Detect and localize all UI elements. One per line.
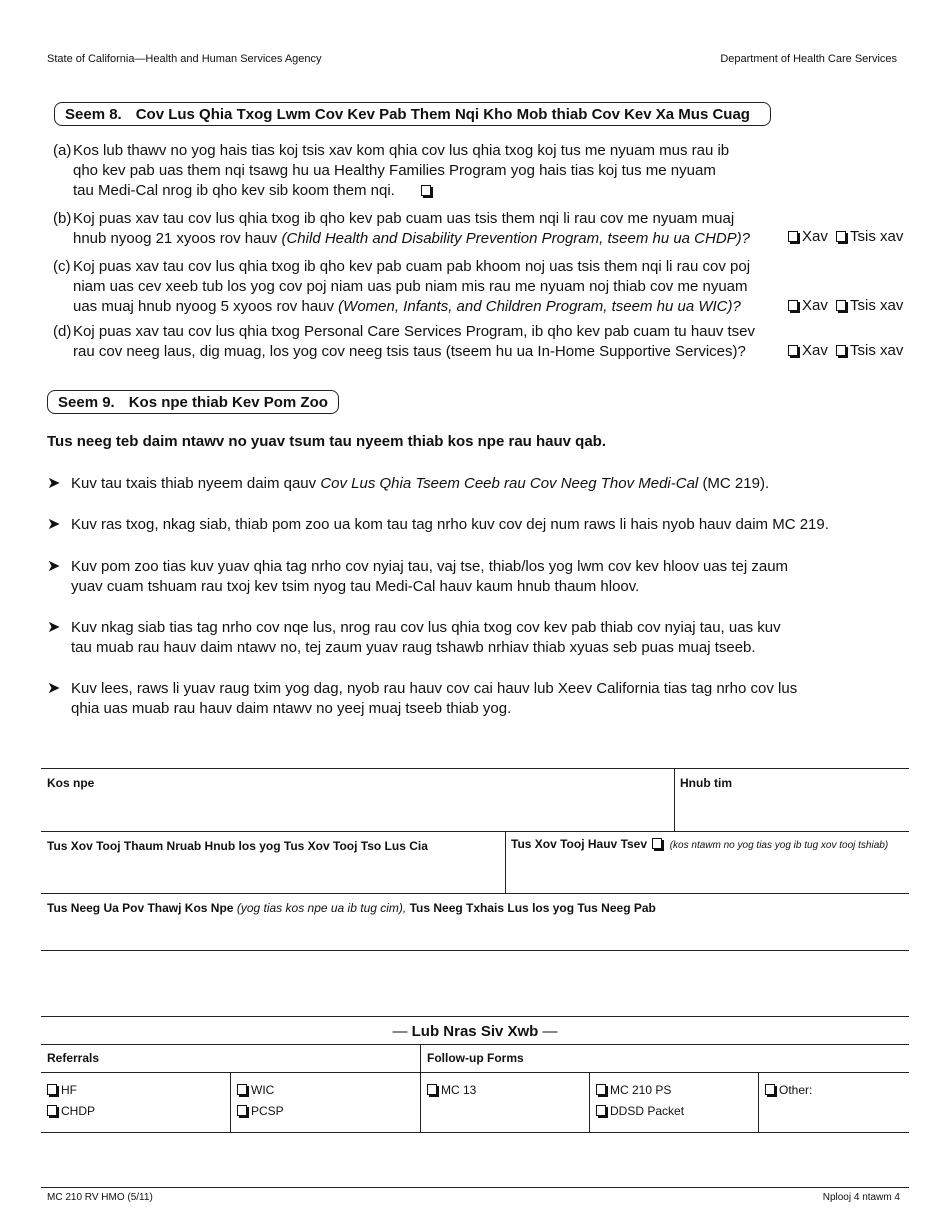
question-program: (Child Health and Disability Prevention Program, tseem hu ua CHDP)? <box>281 230 751 247</box>
date-field[interactable] <box>675 769 909 831</box>
checkbox-item-mc13[interactable] <box>427 1080 476 1101</box>
checkbox[interactable] <box>427 1084 437 1095</box>
checkbox[interactable] <box>237 1084 247 1095</box>
divider <box>230 1072 231 1132</box>
declaration-item <box>47 515 847 535</box>
question-line: uas muaj hnub nyoog 5 xyoos rov hauv <box>73 298 334 315</box>
checkbox-item-other[interactable] <box>765 1080 812 1101</box>
no-label: Tsis xav <box>850 228 904 245</box>
no-label: Tsis xav <box>850 297 904 314</box>
question-d-options <box>788 342 903 359</box>
checkbox[interactable] <box>47 1084 57 1095</box>
question-line: niam uas cev xeeb tub los yog cov poj niam uas pub niam mis rau me nyuam noj thiab cov me nyuam <box>73 278 748 295</box>
signature-instruction: Tus neeg teb daim ntawv no yuav tsum tau nyeem thiab kos npe rau hauv qab. <box>47 433 607 450</box>
referrals-label: Referrals <box>47 1051 100 1065</box>
daytime-phone-field[interactable] <box>41 832 505 893</box>
home-phone-label: Tus Xov Tooj Hauv Tsev <box>511 837 648 851</box>
signature-label: Kos npe <box>47 776 95 790</box>
question-d <box>53 322 783 362</box>
question-label: (d) <box>53 323 72 340</box>
yes-label: Xav <box>802 297 828 314</box>
arrow-bullet-icon: ➤ <box>47 558 61 575</box>
checkbox-item-mc210ps[interactable] <box>596 1080 684 1101</box>
page-number: Nplooj 4 ntawm 4 <box>822 1192 900 1203</box>
arrow-bullet-icon: ➤ <box>47 516 61 533</box>
agency-header: State of California—Health and Human Services Agency <box>47 53 322 65</box>
county-use-title-row: — Lub Nras Siv Xwb — <box>392 1023 558 1040</box>
witness-label: Tus Neeg Ua Pov Thawj Kos Npe <box>47 901 234 915</box>
divider <box>41 1016 909 1017</box>
declaration-text: yuav cuam tshuam rau txoj kev tsim nyog tau Medi-Cal hauv kaum hnub thaum hloov. <box>71 578 640 595</box>
yes-label: Xav <box>802 228 828 245</box>
declaration-item <box>47 557 847 597</box>
checkbox-item-wic[interactable] <box>237 1080 284 1101</box>
declaration-text: Kuv nkag siab tias tag nrho cov nqe lus, nrog rau cov lus qhia txog cov kev pab thiab cov nyiaj tau, uas kuv <box>71 619 781 636</box>
witness-interpreter-field[interactable] <box>41 894 909 950</box>
question-c-options <box>788 297 903 314</box>
declaration-item <box>47 618 847 658</box>
declaration-text: Kuv lees, raws li yuav raug txim yog dag, nyob rau hauv cov cai hauv lub Xeev California tias tag nrho cov lus <box>71 680 798 697</box>
checkbox[interactable] <box>596 1084 606 1095</box>
interpreter-label: Tus Neeg Txhais Lus los yog Tus Neeg Pab <box>409 901 656 915</box>
checkbox-label: Other: <box>779 1083 813 1097</box>
question-line: Koj puas xav tau cov lus qhia txog ib qho kev pab cuam pab khoom noj uas tsis them nqi li rau cov poj <box>73 258 751 275</box>
county-use-title: Lub Nras Siv Xwb <box>411 1023 539 1040</box>
divider <box>41 1044 909 1045</box>
divider <box>420 1044 421 1132</box>
yes-checkbox[interactable] <box>788 231 798 242</box>
declaration-text: qhia uas muab rau hauv daim ntawv no yeej muaj tseeb thiab yog. <box>71 700 512 717</box>
declaration-item <box>47 679 847 719</box>
question-program: (Women, Infants, and Children Program, tseem hu ua WIC)? <box>338 298 741 315</box>
date-label: Hnub tim <box>680 776 732 790</box>
no-checkbox[interactable] <box>836 345 846 356</box>
checkbox-label: DDSD Packet <box>610 1104 685 1118</box>
question-line: tau Medi-Cal nrog ib qho kev sib koom them nqi. <box>73 182 395 199</box>
question-label: (c) <box>53 258 71 275</box>
checkbox[interactable] <box>237 1105 247 1116</box>
question-line: hnub nyoog 21 xyoos rov hauv <box>73 230 278 247</box>
followup-label: Follow-up Forms <box>427 1051 524 1065</box>
checkbox[interactable] <box>47 1105 57 1116</box>
question-b-options <box>788 228 903 245</box>
form-id: MC 210 RV HMO (5/11) <box>47 1192 153 1203</box>
yes-label: Xav <box>802 342 828 359</box>
question-line: Kos lub thawv no yog hais tias koj tsis xav kom qhia cov lus qhia txog koj tus me nyuam mus rau ib <box>73 142 730 159</box>
checkbox-label: HF <box>61 1083 77 1097</box>
question-line: qho kev pab uas them nqi tsawg hu ua Healthy Families Program yog hais tias koj tus me nyuam <box>73 162 716 179</box>
checkbox-item-ddsd[interactable] <box>596 1101 684 1122</box>
question-c <box>53 257 783 317</box>
followup-col-1 <box>427 1080 476 1101</box>
question-a <box>53 141 773 201</box>
checkbox-label: CHDP <box>61 1104 96 1118</box>
declaration-item <box>47 474 847 494</box>
yes-checkbox[interactable] <box>788 300 798 311</box>
section-9-number: Seem 9. <box>58 394 115 411</box>
section-9-heading <box>47 390 339 414</box>
section-8-number: Seem 8. <box>65 106 122 123</box>
followup-col-3 <box>765 1080 812 1101</box>
declaration-text: Kuv tau txais thiab nyeem daim qauv <box>71 475 317 492</box>
opt-out-checkbox[interactable] <box>421 185 431 196</box>
checkbox-label: WIC <box>251 1083 275 1097</box>
section-9-title: Kos npe thiab Kev Pom Zoo <box>128 394 328 411</box>
yes-checkbox[interactable] <box>788 345 798 356</box>
no-checkbox[interactable] <box>836 300 846 311</box>
no-label: Tsis xav <box>850 342 904 359</box>
question-label: (a) <box>53 142 72 159</box>
arrow-bullet-icon: ➤ <box>47 680 61 697</box>
declaration-text: Kuv ras txog, nkag siab, thiab pom zoo ua kom tau tag nrho kuv cov dej num raws li hais nyob hauv daim MC 219. <box>71 516 829 533</box>
declaration-doc-title: Cov Lus Qhia Tseem Ceeb rau Cov Neeg Thov Medi-Cal <box>320 475 699 492</box>
department-header: Department of Health Care Services <box>720 53 897 65</box>
section-8-heading <box>54 102 771 126</box>
checkbox-label: MC 210 PS <box>610 1083 672 1097</box>
new-phone-note: (kos ntawm no yog tias yog ib tug xov tooj tshiab) <box>669 840 889 851</box>
arrow-bullet-icon: ➤ <box>47 475 61 492</box>
checkbox-label: MC 13 <box>441 1083 477 1097</box>
section-8-title: Cov Lus Qhia Txog Lwm Cov Kev Pab Them Nqi Kho Mob thiab Cov Kev Xa Mus Cuag <box>135 106 750 123</box>
question-line: Koj puas xav tau cov lus qhia txog ib qho kev pab cuam uas tsis them nqi li rau cov me nyuam muaj <box>73 210 735 227</box>
checkbox-label: PCSP <box>251 1104 284 1118</box>
new-phone-checkbox[interactable] <box>652 838 662 849</box>
declaration-doc-code: (MC 219). <box>702 475 770 492</box>
divider <box>41 1072 909 1073</box>
checkbox-item-hf[interactable] <box>47 1080 95 1101</box>
followup-col-2 <box>596 1080 684 1122</box>
question-line: rau cov neeg laus, dig muag, los yog cov neeg tsis taus (tseem hu ua In-Home Supportive Services)? <box>73 343 746 360</box>
arrow-bullet-icon: ➤ <box>47 619 61 636</box>
daytime-phone-label: Tus Xov Tooj Thaum Nruab Hnub los yog Tus Xov Tooj Tso Lus Cia <box>47 839 428 853</box>
checkbox-item-pcsp[interactable] <box>237 1101 284 1122</box>
declaration-text: tau muab rau hauv daim ntawv no, tej zaum yuav raug tshawb nrhiav thiab xyuas seb puas muaj tseeb. <box>71 639 756 656</box>
question-label: (b) <box>53 210 72 227</box>
checkbox[interactable] <box>765 1084 775 1095</box>
question-b <box>53 209 783 249</box>
divider <box>41 950 909 951</box>
divider <box>41 1132 909 1133</box>
home-phone-field[interactable] <box>506 832 909 893</box>
divider <box>758 1072 759 1132</box>
witness-note: (yog tias kos npe ua ib tug cim), <box>236 901 407 915</box>
checkbox[interactable] <box>596 1105 606 1116</box>
question-line: Koj puas xav tau cov lus qhia txog Personal Care Services Program, ib qho kev pab cuam tu hauv tsev <box>73 323 756 340</box>
no-checkbox[interactable] <box>836 231 846 242</box>
footer-divider <box>41 1187 909 1188</box>
referrals-col-1 <box>47 1080 95 1122</box>
checkbox-item-chdp[interactable] <box>47 1101 95 1122</box>
referrals-col-2 <box>237 1080 284 1122</box>
signature-field[interactable] <box>41 769 674 831</box>
divider <box>589 1072 590 1132</box>
declaration-text: Kuv pom zoo tias kuv yuav qhia tag nrho cov nyiaj tau, vaj tse, thiab/los yog lwm cov kev hloov uas tej zaum <box>71 558 789 575</box>
